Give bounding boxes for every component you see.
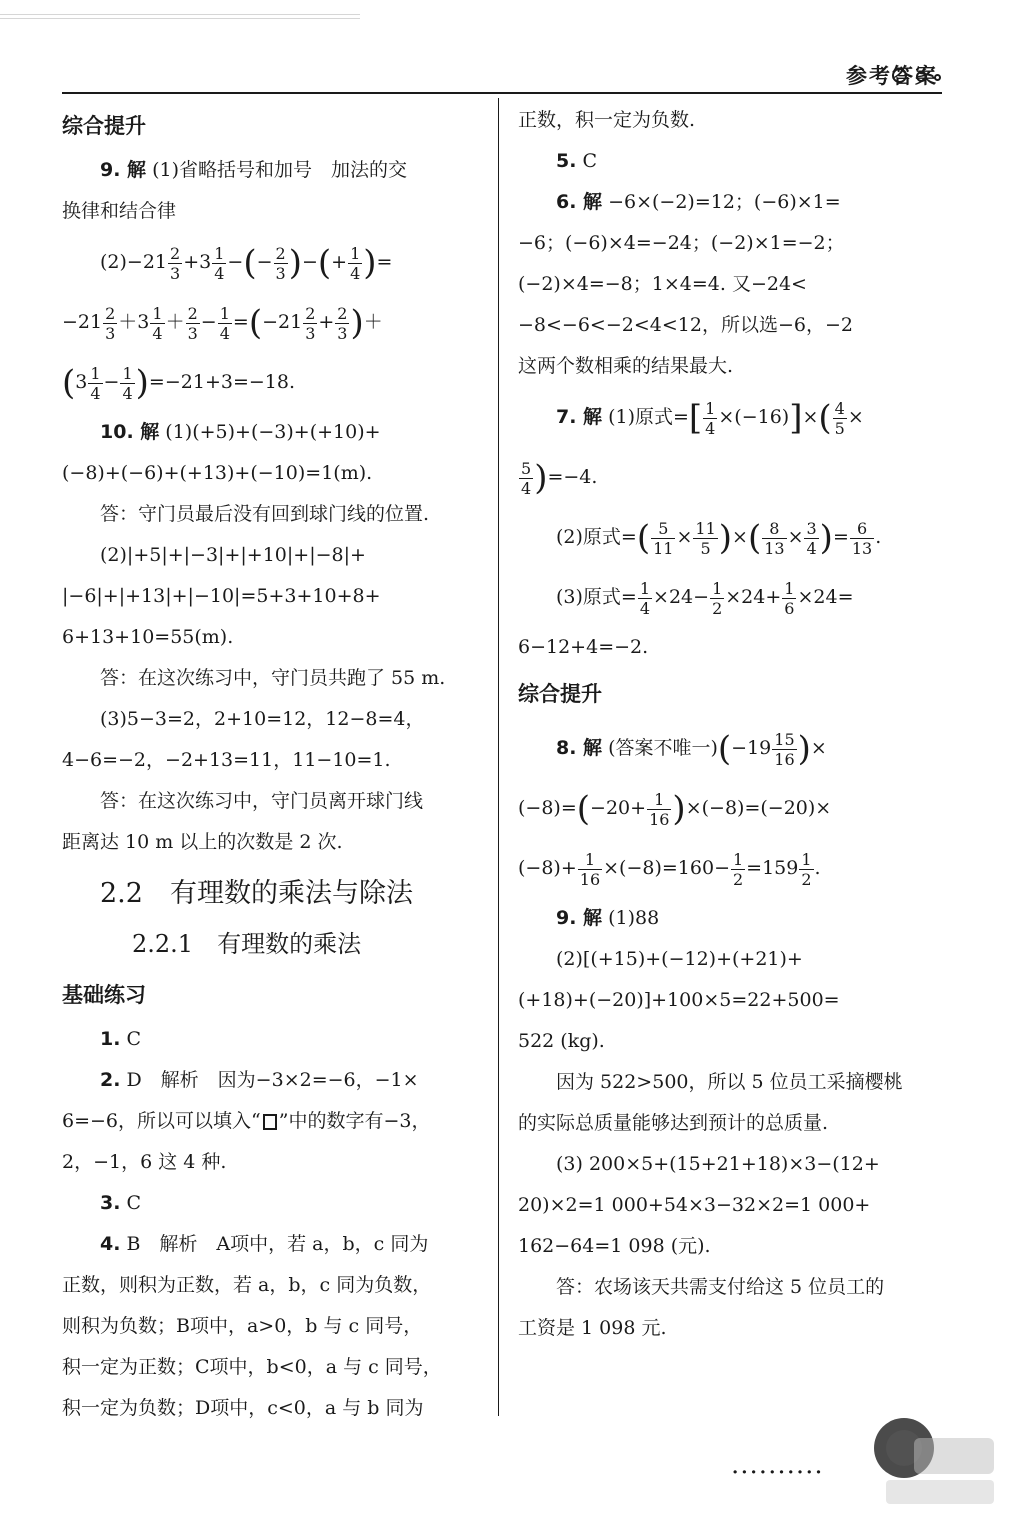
- answer-9b-line-10: 答：农场该天共需支付给这 5 位员工的: [556, 1276, 885, 1298]
- answer-9-line-4: −21 $\frac{2}{3}$ ＋3 $\frac{1}{4}$ ＋ $\frac{2}{3}$ − $\frac{1}{4}$ =(−21 $\frac{2}{3}$ + $\frac{2}{3}$ )＋: [62, 303, 383, 343]
- answer-2-line-1: 2. D 解析 因为−3×2=−6，−1×: [100, 1069, 419, 1091]
- answer-4-line-3: 则积为负数；B项中，a>0，b 与 c 同号，: [62, 1315, 423, 1337]
- top-decoration-rule: [0, 14, 360, 19]
- right-column: [518, 100, 942, 1349]
- watermark-logo-icon: [856, 1408, 996, 1508]
- answer-2-line-3: 2，−1，6 这 4 种.: [62, 1151, 227, 1173]
- section-heading-basic: 基础练习: [62, 983, 146, 1007]
- answer-10-line-3: 答：守门员最后没有回到球门线的位置.: [100, 503, 430, 525]
- answer-10-line-8: (3)5−3=2，2+10=12，12−8=4，: [100, 708, 425, 730]
- section-heading-right: 综合提升: [518, 682, 602, 706]
- answer-9b-line-6: 的实际总质量能够达到预计的总质量.: [518, 1112, 829, 1134]
- answer-9b-line-4: 522 (kg).: [518, 1030, 605, 1052]
- answer-9b-line-5: 因为 522>500，所以 5 位员工采摘樱桃: [556, 1071, 903, 1093]
- answer-4-line-2: 正数，则积为正数，若 a，b，c 同为负数，: [62, 1274, 432, 1296]
- answer-9-line-3: (2)−21 $\frac{2}{3}$ +3 $\frac{1}{4}$ −(− $\frac{2}{3}$ )−(+ $\frac{1}{4}$ )=: [100, 243, 393, 283]
- answer-10-line-5: |−6|+|+13|+|−10|=5+3+10+8+: [62, 585, 381, 607]
- answer-2-line-2: 6=−6，所以可以填入“ ”中的数字有−3，: [62, 1110, 431, 1132]
- answer-10-line-10: 答：在这次练习中，守门员离开球门线: [100, 790, 424, 812]
- answer-9b-line-8: 20)×2=1 000+54×3−32×2=1 000+: [518, 1194, 871, 1216]
- answer-10-line-2: (−8)+(−6)+(+13)+(−10)=1(m).: [62, 462, 373, 484]
- answer-1: 1. C: [100, 1028, 141, 1050]
- answer-5: 5. C: [556, 150, 597, 172]
- answer-9-line-1: 9. 解 (1)省略括号和加号 加法的交: [100, 159, 407, 181]
- answer-4-line-5: 积一定为负数；D项中，c<0，a 与 b 同为: [62, 1397, 424, 1419]
- answer-9b-line-3: (+18)+(−20)]+100×5=22+500=: [518, 989, 840, 1011]
- answer-10-line-9: 4−6=−2，−2+13=11，11−10=1.: [62, 749, 391, 771]
- answer-10-line-7: 答：在这次练习中，守门员共跑了 55 m.: [100, 667, 446, 689]
- answer-7-line-3: (2)原式=( $\frac{5}{11}$ × $\frac{11}{5}$ )×( $\frac{8}{13}$ × $\frac{3}{4}$ )= $\frac{6}{13}$ .: [556, 518, 882, 558]
- left-column: [62, 100, 482, 1429]
- answer-9b-line-7: (3) 200×5+(15+21+18)×3−(12+: [556, 1153, 880, 1175]
- answer-6-line-2: −6；(−6)×4=−24；(−2)×1=−2；: [518, 232, 845, 254]
- answer-10-line-4: (2)|+5|+|−3|+|+10|+|−8|+: [100, 544, 366, 566]
- blank-box-icon: [263, 1114, 277, 1130]
- answer-10-line-11: 距离达 10 m 以上的次数是 2 次.: [62, 831, 343, 853]
- answer-7-line-5: 6−12+4=−2.: [518, 636, 649, 658]
- answer-7-line-1: 7. 解 (1)原式=[ $\frac{1}{4}$ ×(−16)]×( $\frac{4}{5}$ ×: [556, 398, 864, 438]
- answer-3: 3. C: [100, 1192, 141, 1214]
- answer-7-line-2: $\frac{5}{4}$ )=−4.: [521, 458, 598, 498]
- footer-dots: ··········: [732, 1462, 825, 1483]
- header-label: 参考答案: [846, 64, 938, 88]
- answer-10-line-6: 6+13+10=55(m).: [62, 626, 234, 648]
- answer-10-line-1: 10. 解 (1)(+5)+(−3)+(+10)+: [100, 421, 381, 443]
- answer-8-line-3: (−8)+ $\frac{1}{16}$ ×(−8)=160− $\frac{1}{2}$ =159 $\frac{1}{2}$ .: [518, 849, 821, 889]
- header-rule: [62, 92, 942, 94]
- answer-9b-line-1: 9. 解 (1)88: [556, 907, 660, 929]
- answer-6-line-1: 6. 解 −6×(−2)=12；(−6)×1=: [556, 191, 841, 213]
- answer-8-line-2: (−8)=(−20+ $\frac{1}{16}$ )×(−8)=(−20)×: [518, 789, 832, 829]
- answer-7-line-4: (3)原式= $\frac{1}{4}$ ×24− $\frac{1}{2}$ ×24+ $\frac{1}{6}$ ×24=: [556, 578, 854, 618]
- answer-6-line-5: 这两个数相乘的结果最大.: [518, 355, 734, 377]
- answer-8-line-1: 8. 解 (答案不唯一)(−19 $\frac{15}{16}$ )×: [556, 729, 827, 769]
- answer-9-line-5: (3 $\frac{1}{4}$ − $\frac{1}{4}$ )=−21+3=−18.: [62, 363, 296, 403]
- answer-4-line-4: 积一定为正数；C项中，b<0，a 与 c 同号，: [62, 1356, 442, 1378]
- chapter-heading: 2.2 有理数的乘法与除法: [100, 878, 413, 909]
- section-heading: 综合提升: [62, 114, 146, 138]
- answer-9b-line-11: 工资是 1 098 元.: [518, 1317, 667, 1339]
- answer-6-line-3: (−2)×4=−8；1×4=4. 又−24<: [518, 273, 807, 295]
- answer-9b-line-2: (2)[(+15)+(−12)+(+21)+: [556, 948, 803, 970]
- column-divider: [498, 98, 499, 1416]
- answer-4-continued: 正数，积一定为负数.: [518, 109, 696, 131]
- answer-9-line-2: 换律和结合律: [62, 200, 177, 222]
- answer-4-line-1: 4. B 解析 A项中，若 a，b，c 同为: [100, 1233, 429, 1255]
- header-circles-icon: [892, 66, 962, 86]
- answer-9b-line-9: 162−64=1 098 (元).: [518, 1235, 711, 1257]
- subsection-heading: 2.2.1 有理数的乘法: [132, 930, 362, 958]
- answer-6-line-4: −8<−6<−2<4<12，所以选−6，−2: [518, 314, 853, 336]
